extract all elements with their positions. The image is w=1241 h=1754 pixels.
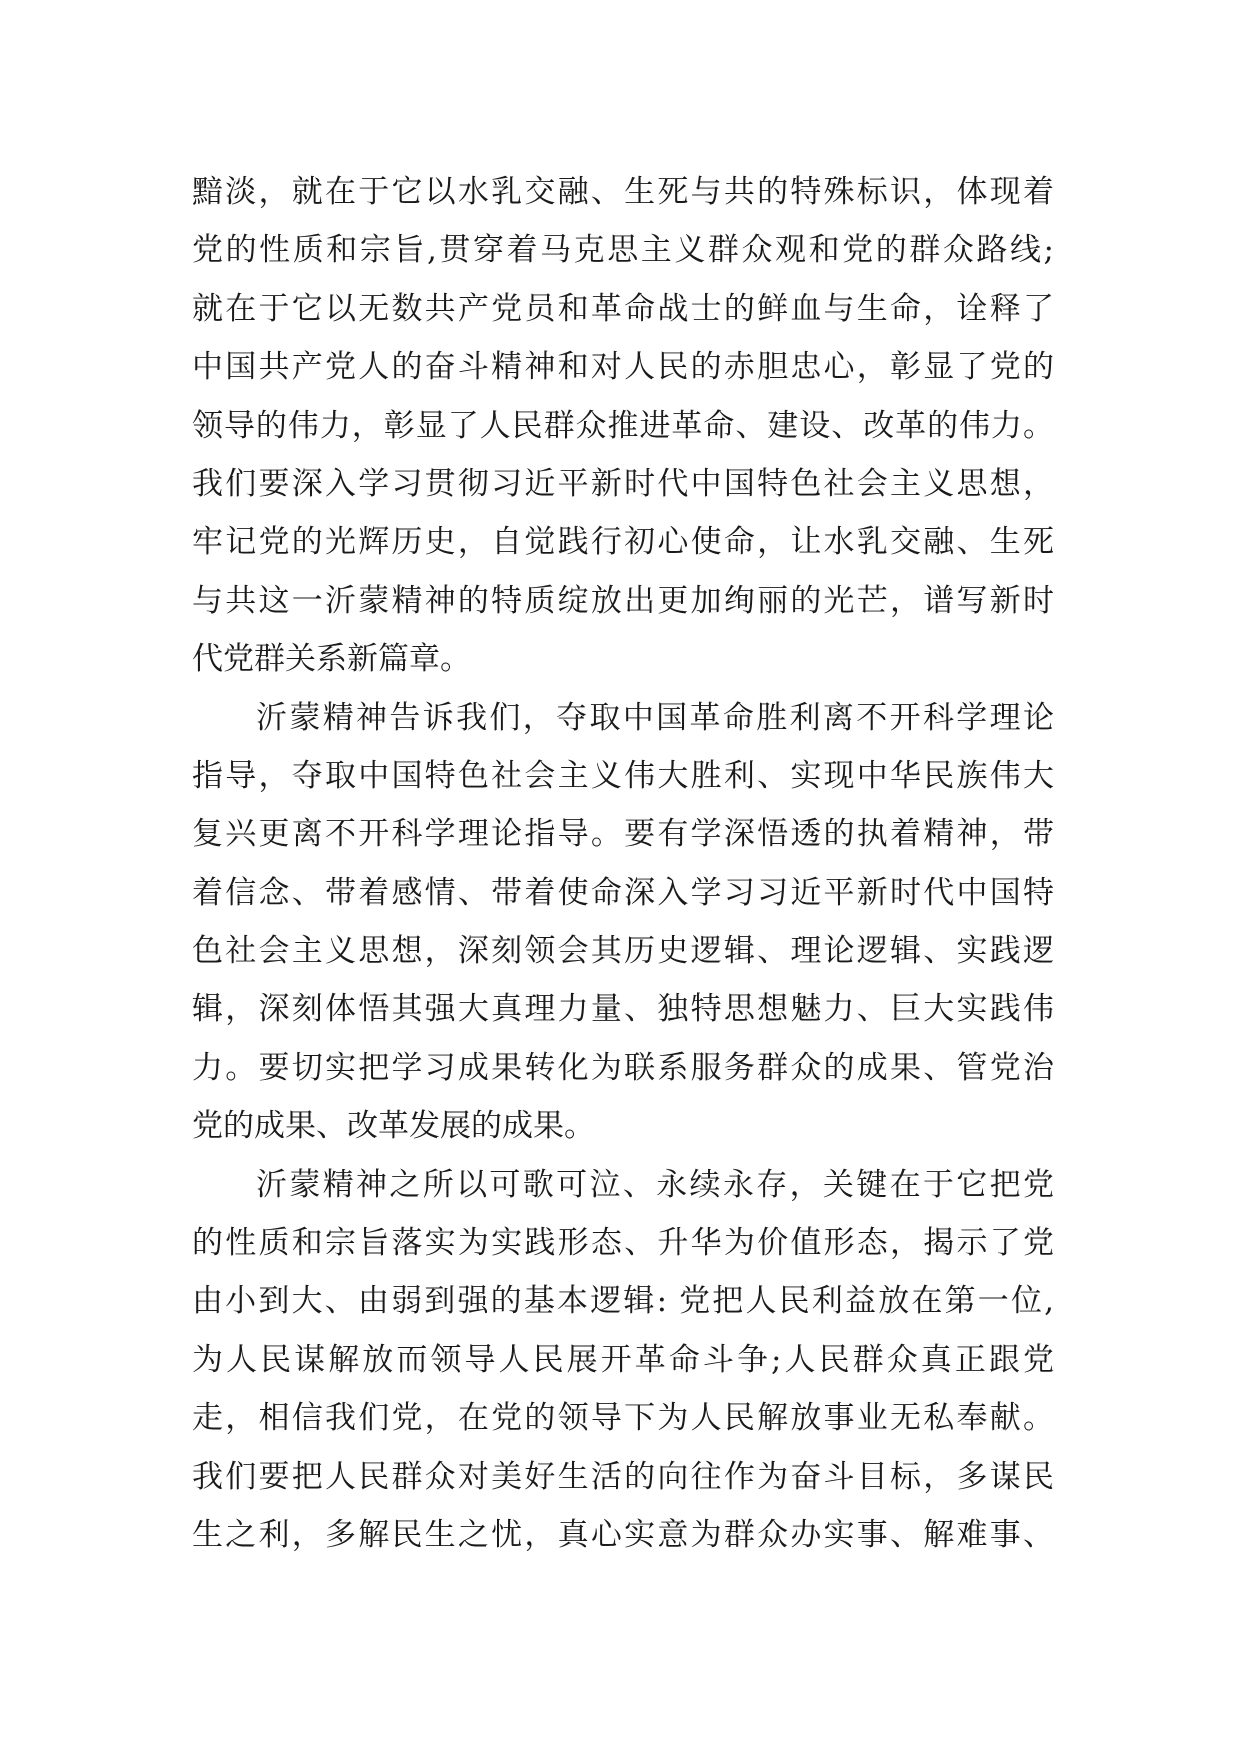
text-line: 沂蒙精神告诉我们，夺取中国革命胜利离不开科学理论 <box>256 699 1054 736</box>
text-line: 沂蒙精神之所以可歌可泣、永续永存，关键在于它把党 <box>256 1166 1054 1203</box>
text-line: 的性质和宗旨落实为实践形态、升华为价值形态，揭示了党 <box>192 1225 1054 1262</box>
text-line: 与共这一沂蒙精神的特质绽放出更加绚丽的光芒，谱写新时 <box>192 582 1054 619</box>
text-line: 力。要切实把学习成果转化为联系服务群众的成果、管党治 <box>192 1049 1054 1086</box>
text-line: 辑，深刻体悟其强大真理力量、独特思想魅力、巨大实践伟 <box>192 991 1054 1028</box>
text-line: 为人民谋解放而领导人民展开革命斗争;人民群众真正跟党 <box>192 1341 1054 1378</box>
text-line: 生之利，多解民生之忧，真心实意为群众办实事、解难事、 <box>192 1516 1054 1553</box>
text-line: 领导的伟力，彰显了人民群众推进革命、建设、改革的伟力。 <box>192 407 1054 444</box>
text-line: 指导，夺取中国特色社会主义伟大胜利、实现中华民族伟大 <box>192 757 1054 794</box>
text-line: 由小到大、由弱到强的基本逻辑: 党把人民利益放在第一位, <box>192 1283 1054 1320</box>
paragraph-3 <box>192 1156 1054 1565</box>
document-body <box>192 163 1054 1564</box>
text-line: 牢记党的光辉历史，自觉践行初心使命，让水乳交融、生死 <box>192 524 1054 561</box>
text-line: 中国共产党人的奋斗精神和对人民的赤胆忠心，彰显了党的 <box>192 349 1054 386</box>
text-line: 我们要把人民群众对美好生活的向往作为奋斗目标，多谋民 <box>192 1458 1054 1495</box>
text-line: 色社会主义思想，深刻领会其历史逻辑、理论逻辑、实践逻 <box>192 933 1054 970</box>
text-line: 着信念、带着感情、带着使命深入学习习近平新时代中国特 <box>192 874 1054 911</box>
text-line: 党的性质和宗旨,贯穿着马克思主义群众观和党的群众路线; <box>192 232 1054 269</box>
text-line: 黯淡，就在于它以水乳交融、生死与共的特殊标识，体现着 <box>192 174 1054 210</box>
paragraph-1 <box>192 163 1054 689</box>
text-line: 复兴更离不开科学理论指导。要有学深悟透的执着精神，带 <box>192 816 1054 853</box>
paragraph-2 <box>192 689 1054 1156</box>
text-line: 就在于它以无数共产党员和革命战士的鲜血与生命，诠释了 <box>192 290 1054 327</box>
text-line: 走，相信我们党，在党的领导下为人民解放事业无私奉献。 <box>192 1400 1054 1437</box>
text-line: 我们要深入学习贯彻习近平新时代中国特色社会主义思想， <box>192 465 1054 502</box>
text-line: 代党群关系新篇章。 <box>192 641 471 678</box>
text-line: 党的成果、改革发展的成果。 <box>192 1108 595 1145</box>
